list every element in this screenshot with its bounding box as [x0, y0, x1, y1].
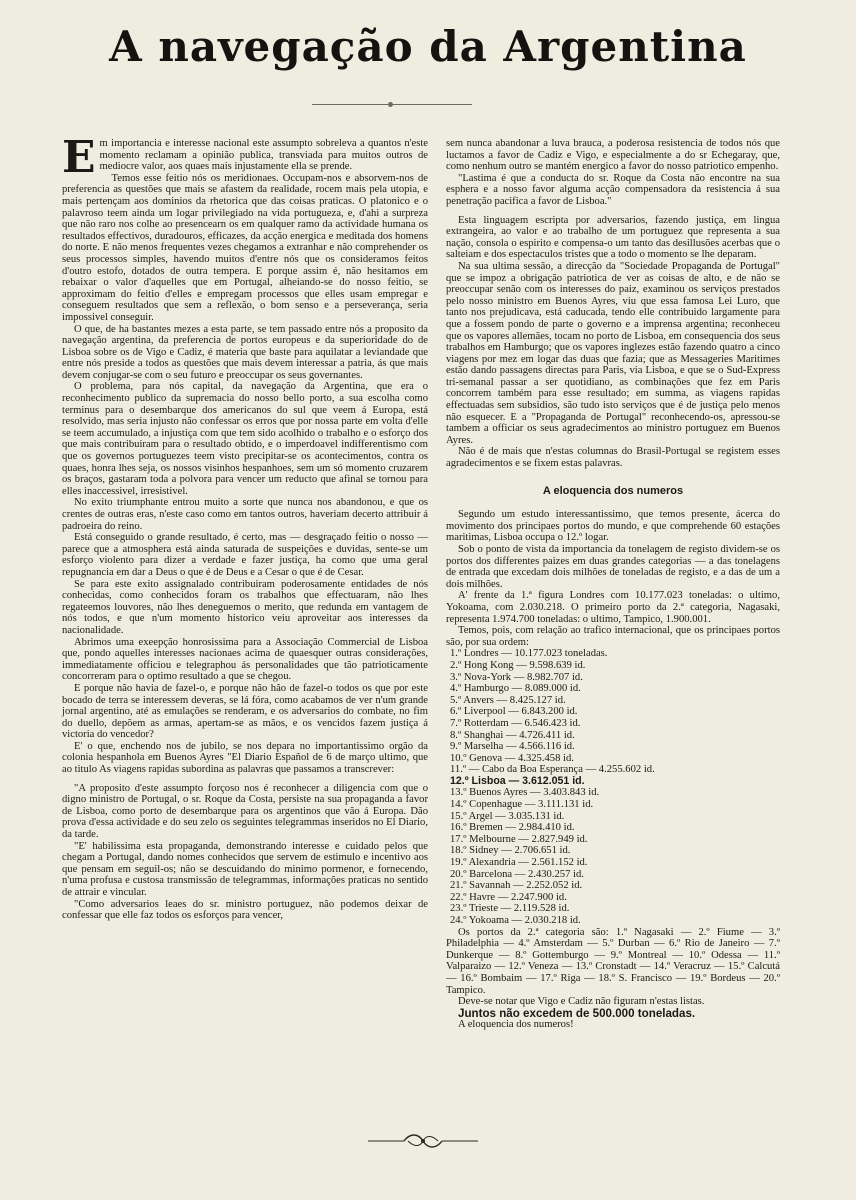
- title-divider: [312, 104, 472, 105]
- ranking-item: 24.º Yokoama — 2.030.218 id.: [450, 915, 581, 926]
- ranking-item: 11.º — Cabo da Boa Esperança — 4.255.602 id.: [450, 764, 655, 776]
- ranking-item: 9.º Marselha — 4.566.116 id.: [450, 741, 575, 753]
- paragraph: Na sua ultima sessão, a direcção da "Sociedade Propaganda de Portugal" que se impoz a obrigação patriotica de ver as coisas de alto, e de não se preoccupar senão com os interesses do paiz, examinou os serviços prestados pelo nosso ministro em Buenos Ayres, viu que essa famosa Lei Luro, que tanto nos prejudicava, está caducada, tendo elle contribuido largamente para que a fossem pondo de parte o governo e a imprensa argentina; reconheceu que os vapores allemães, tocam no porto de Lisboa, em consequencia dos seus trabalhos em Hamburgo; que os vapores inglezes estão fazendo quatro a cinco viagens por mez em logar das duas que fazia; que as Messageries Maritimes estão dando passagens directas para Paris, via Lisboa, e que se o Sud-Express tri-semanal passar a ser quotidiano, as combinações que fez em Paris concorrem também para esse resultado; em summa, as viagens rapidas effectuadas sem subsidios, são tudo isto serviços que é de justiça pelo menos não esquecer. E a "Propaganda de Portugal" reconhecendo-os, apressou-se tambem a officiar os seus agradecimentos ao ministro portuguez em Buenos Ayres.: [446, 260, 780, 446]
- drop-cap: E: [62, 132, 96, 183]
- ranking-item: 16.º Bremen — 2.984.410 id.: [450, 822, 575, 834]
- paragraph: No exito triumphante entrou muito a sorte que nunca nos abandonou, e que os crentes de outras eras, n'este caso como em tantos outros, haveriam decerto attribuir á padroeira do reino.: [62, 497, 428, 532]
- stats-paragraph: Segundo um estudo interessantissimo, que temos presente, ácerca do movimento dos principaes portos do mundo, e que comprehende 60 estações maritimas, Lisboa occupa o 12.º logar.: [446, 509, 780, 544]
- paragraph: Não é de mais que n'estas columnas do Brasil-Portugal se registem esses agradecimentos e se fixem estas palavras.: [446, 446, 780, 470]
- closing-note: A eloquencia dos numeros!: [458, 1019, 574, 1031]
- left-column: [62, 132, 428, 922]
- ranking-item: 6.º Liverpool — 6.843.200 id.: [450, 706, 578, 718]
- ranking-item: 2.º Hong Kong — 9.598.639 id.: [450, 659, 586, 671]
- ornament-icon: [368, 1131, 478, 1151]
- paragraph: E' o que, enchendo nos de jubilo, se nos depara no importantissimo orgão da colonia hespanhola em Buenos Ayres "El Diario Español de 6 de março ultimo, que ao titulo As viagens rapidas subordina as palavras que passamos a transcrever:: [62, 740, 428, 776]
- paragraph: O problema, para nós capital, da navegação da Argentina, que era o reconhecimento publico da supremacia do nosso bello porto, a sua escolha como terminus para o desembarque dos americanos do sul que veem á Europa, está resolvido, mas seria injusto não confessar os erros que por nossa parte em volta d'elle se teem accumulado, a injustiça com que tem sido acolhido o trabalho e o esforço dos que mais contribuiram para o resultado obtido, e o imperdoavel indifferentismo com que os governos portuguezes teem visto precipitar-se os acontecimentos, contra os quaes, honra lhes seja, os nossos visinhos hespanhoes, sem um só momento cruzarem os braços, gastaram toda a polvora para vencer um reducto que afinal se tornou para elles inaccessivel, irresistivel.: [62, 381, 428, 497]
- second-category-paragraph: Os portos da 2.ª categoria são: 1.º Nagasaki — 2.º Fiume — 3.º Philadelphia — 4.º Amsterdam — 5.º Durban — 6.º Rio de Janeiro — 7.º Dunkerque — 8.º Gottemburgo — 9.º Montreal — 10.º Odessa — 11.º Valparaizo — 12.º Veneza — 13.º Cronstadt — 14.º Veracruz — 15.º Calcutá — 16.º Bombaim — 17.º Riga — 18.º S. Francisco — 19.º Bordeus — 20.º Tampico.: [446, 926, 780, 996]
- stats-paragraph: Sob o ponto de vista da importancia da tonelagem de registo dividem-se os portos dos differentes paizes em duas grandes categorias — a das tonelagens de entrada que excedam dois milhões de toneladas de registo, e a das de um a dois milhões.: [446, 544, 780, 590]
- section-heading: A eloquencia dos numeros: [542, 484, 684, 497]
- quote-paragraph: "E' habilissima esta propaganda, demonstrando interesse e cuidado pelos que chegam a Portugal, dando nomes conhecidos que servem de estimulo e incentivo aos que pensam em seguil-os; não se descuidando do minimo pormenor, e fornecendo, n'uma profusa e custosa transmissão de telegrammas, informações praticas no sentido de attrair e vincular.: [62, 840, 428, 898]
- stats-paragraph: A' frente da 1.ª figura Londres com 10.177.023 toneladas: o ultimo, Yokoama, com 2.030.218. O primeiro porto da 2.ª categoria, Nagasaki, representa 1.974.700 toneladas: o ultimo, Tampico, 1.900.001.: [446, 590, 780, 625]
- paragraph: "Lastima é que a conducta do sr. Roque da Costa não encontre na sua esphera e a nosso favor alguma acção compensadora da resistencia á sua penetração pacifica a favor de Lisboa.": [446, 172, 780, 207]
- quote-paragraph: "Como adversarios leaes do sr. ministro portuguez, não podemos deixar de confessar que elle faz todos os esforços para vencer,: [62, 898, 428, 922]
- paragraph: Abrimos uma exeepção honrosissima para a Associação Commercial de Lisboa que, pondo aquelles interesses nacionaes acima de quaesquer outras considerações, immediatamente officiou e telegraphou ás personalidades que tão patrioticamente concorreram para o optimo resultado a que se chegou.: [62, 636, 428, 683]
- stats-paragraph: Temos, pois, com relação ao trafico internacional, que os principaes portos são, por sua ordem:: [446, 625, 780, 648]
- paragraph: Se para este exito assignalado contribuiram poderosamente entidades de nós conhecidas, como conhecidos foram os trabalhos que effectuaram, não lhes regateemos louvores, não lhes deneguemos o merito, que redunda em vantagem de nós todos, e que n'um momento historico veiu aproveitar aos interesses da nacionalidade.: [62, 578, 428, 636]
- opening-paragraph: [62, 132, 428, 183]
- ranking-item: 1.º Londres — 10.177.023 toneladas.: [450, 648, 608, 660]
- ranking-item: 17.º Melbourne — 2.827.949 id.: [450, 833, 588, 845]
- ranking-item: 10.º Genova — 4.325.458 id.: [450, 752, 574, 764]
- ranking-item: 3.º Nova-York — 8.982.707 id.: [450, 671, 583, 683]
- ranking-item: 5.º Anvers — 8.425.127 id.: [450, 694, 566, 706]
- ranking-item: 23.º Trieste — 2.119.528 id.: [450, 903, 570, 915]
- ranking-item: 20.º Barcelona — 2.430.257 id.: [450, 868, 584, 880]
- paragraph: Está conseguido o grande resultado, é certo, mas — desgraçado feitio o nosso — parece que a atmosphera está ainda saturada de suspeições e duvidas, sente-se um esforço violento para dizer a verdade e fazer justiça, ha como que uma geral repugnancia em dar a Deus o que é de Deus e a Cesar o que é de Cesar.: [62, 532, 428, 578]
- ranking-item: 19.º Alexandria — 2.561.152 id.: [450, 857, 588, 869]
- closing-note-emphasis: Juntos não excedem de 500.000 toneladas.: [458, 1006, 696, 1020]
- paragraph: Esta linguagem escripta por adversarios, fazendo justiça, em lingua extrangeira, ao valor e ao trabalho de um portuguez que representa a sua nação, consola o espirito e compensa-o um tanto das desillusões acerbas que o salteiam e dos espectaculos tristes que a todo o momento se lhe deparam.: [446, 214, 780, 261]
- quote-paragraph: "A proposito d'este assumpto forçoso nos é reconhecer a diligencia com que o digno ministro de Portugal, o sr. Roque da Costa, persiste na sua propaganda a favor de Lisboa, como porto de desembarque para os argentinos que vão á Europa. Dão prova d'essa actividade e do seu zelo os seguintes telegrammas inseridos no El Diario, da tarde.: [62, 782, 428, 841]
- ranking-item: 18.º Sidney — 2.706.651 id.: [450, 845, 571, 857]
- paragraph: Temos esse feitio nós os meridionaes. Occupam-nos e absorvem-nos de preferencia as questões que mais se afastem da realidade, rocem mais pela utopia, e mais pertençam aos dominios da rhetorica que das coisas praticas. O platonico e o palavroso teem ainda um logar privilegiado na vida portugueza, e, d'ahi a surpreza que não raro nos colhe ao presencearn os em qualquer ramo da actividade humana os resultados effectivos, duradouros, efficazes, da acção energica e meditada dos homens do norte. E não menos frequentes vezes chegamos a extranhar e não comprehender os seus processos simples, havendo muitos d'entre nós que os consideramos feitos d'outro estofo, dotados de outra tempera. E porque assim é, não hesitamos em rebaixar o valor d'aquelles que em Portugal, alheiando-se do nosso feitio, se approximam do feitio d'elles e empregam processos que elles usam empregar e conseguem resultados que sem a reflexão, o bom senso e a perseverança, seria impossivel conseguir.: [62, 172, 428, 323]
- ranking-item: 21.º Savannah — 2.252.052 id.: [450, 880, 583, 892]
- ranking-item: 22.º Havre — 2.247.900 id.: [450, 891, 567, 903]
- right-column: [446, 138, 780, 1031]
- ranking-item: 4.º Hamburgo — 8.089.000 id.: [450, 683, 581, 695]
- paragraph: E porque não havia de fazel-o, e porque não hão de fazel-o todos os que por este bocado de terra se interessem deveras, se lá fóra, como acabamos de ver n'um grande jornal argentino, até as emulações se renderam, e os adversarios do combate, no fim do duello, depõem as armas, apertam-se as mãos, e os vencidos fazem justiça á victoria do vencedor?: [62, 682, 428, 741]
- closing-note: Deve-se notar que Vigo e Cadiz não figuram n'estas listas.: [458, 996, 705, 1008]
- opening-text: m importancia e interesse nacional este assumpto sobreleva a quantos n'este momento reclamam a opinião publica, transviada para muitos outros de mediocre valor, aos quaes mais injustamente ella se prende.: [99, 138, 428, 173]
- ranking-item: 7.º Rotterdam — 6.546.423 id.: [450, 717, 581, 729]
- ranking-item-lisboa: 12.º Lisboa — 3.612.051 id.: [450, 774, 585, 787]
- ranking-item: 13.º Buenos Ayres — 3.403.843 id.: [450, 787, 600, 799]
- ranking-item: 14.º Copenhague — 3.111.131 id.: [450, 799, 594, 811]
- paragraph: O que, de ha bastantes mezes a esta parte, se tem passado entre nós a proposito da navegação argentina, da preferencia de portos europeus e da superioridade do de Lisboa sobre os de Vigo e Cadiz, é materia que baste para aquilatar a leviandade que entre nós preside a todos as questões que mais devem interessar a patria, ás que mais devem conjugar-se com o seu futuro e preoccupar os seus governantes.: [62, 323, 428, 381]
- ranking-item: 15.º Argel — 3.035.131 id.: [450, 810, 565, 822]
- ranking-item: 8.º Shanghai — 4.726.411 id.: [450, 729, 575, 741]
- article-title: A navegação da Argentina: [109, 22, 747, 71]
- port-ranking-list: [446, 648, 780, 926]
- paragraph: sem nunca abandonar a luva brauca, a poderosa resistencia de todos nós que luctamos a favor de Cadiz e Vigo, e especialmente a do sr Echegaray, que, como nenhum outro se mantém energico a favor do nosso patriotico empenho.: [446, 138, 780, 173]
